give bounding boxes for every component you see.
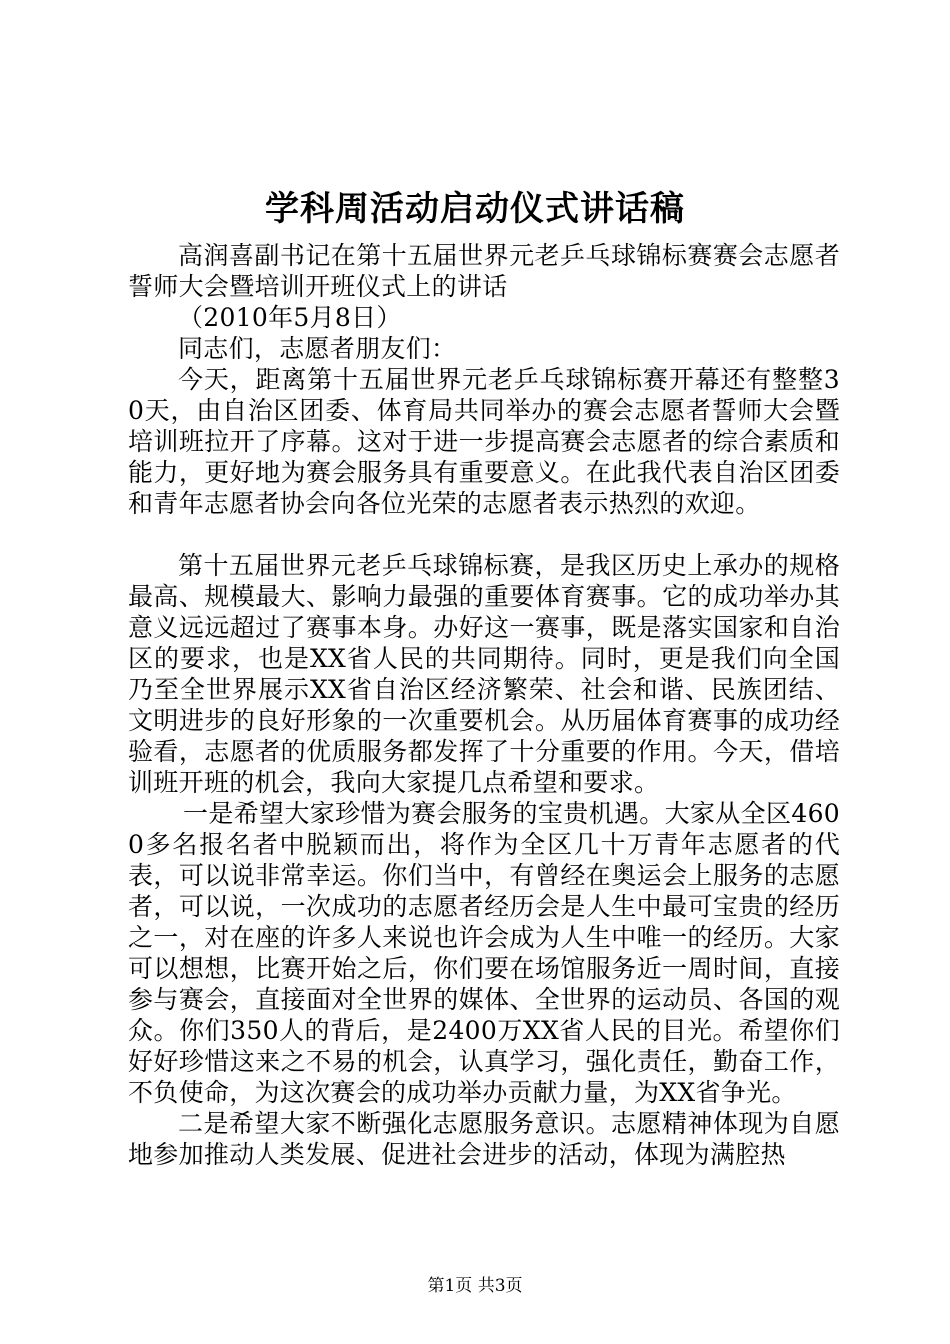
body-paragraph: 一是希望大家珍惜为赛会服务的宝贵机遇。大家从全区4600多名报名者中脱颖而出，将作为全区几十万青年志愿者的代表，可以说非常幸运。你们当中，有曾经在奥运会上服务的志愿者，可以说，一次成功的志愿者经历会是人生中最可宝贵的经历之一，对在座的许多人来说也许会成为人生中唯一的经历。大家可以想想，比赛开始之后，你们要在场馆服务近一周时间，直接参与赛会，直接面对全世界的媒体、全世界的运动员、各国的观众。你们350人的背后，是2400万XX省人民的目光。希望你们好好珍惜这来之不易的机会，认真学习，强化责任，勤奋工作，不负使命，为这次赛会的成功举办贡献力量，为XX省争光。 (128, 799, 840, 1107)
speech-date-paragraph: （2010年5月8日） (178, 303, 402, 332)
speech-heading-paragraph: 高润喜副书记在第十五届世界元老乒乓球锦标赛赛会志愿者誓师大会暨培训开班仪式上的讲话 (128, 241, 840, 301)
salutation-paragraph: 同志们，志愿者朋友们： (178, 334, 457, 363)
body-paragraph: 今天，距离第十五届世界元老乒乓球锦标赛开幕还有整整30天，由自治区团委、体育局共同举办的赛会志愿者誓师大会暨培训班拉开了序幕。这对于进一步提高赛会志愿者的综合素质和能力，更好地为赛会服务具有重要意义。在此我代表自治区团委和青年志愿者协会向各位光荣的志愿者表示热烈的欢迎。 (128, 365, 840, 518)
body-paragraph: 二是希望大家不断强化志愿服务意识。志愿精神体现为自愿地参加推动人类发展、促进社会进步的活动，体现为满腔热 (128, 1109, 840, 1169)
document-body (128, 240, 840, 1170)
document-title: 学科周活动启动仪式讲话稿 (265, 189, 685, 229)
body-paragraph: 第十五届世界元老乒乓球锦标赛，是我区历史上承办的规格最高、规模最大、影响力最强的重要体育赛事。它的成功举办其意义远远超过了赛事本身。办好这一赛事，既是落实国家和自治区的要求，也是XX省人民的共同期待。同时，更是我们向全国乃至全世界展示XX省自治区经济繁荣、社会和谐、民族团结、文明进步的良好形象的一次重要机会。从历届体育赛事的成功经验看，志愿者的优质服务都发挥了十分重要的作用。今天，借培训班开班的机会，我向大家提几点希望和要求。 (128, 551, 840, 797)
page-footer: 第1页 共3页 (427, 1276, 523, 1296)
